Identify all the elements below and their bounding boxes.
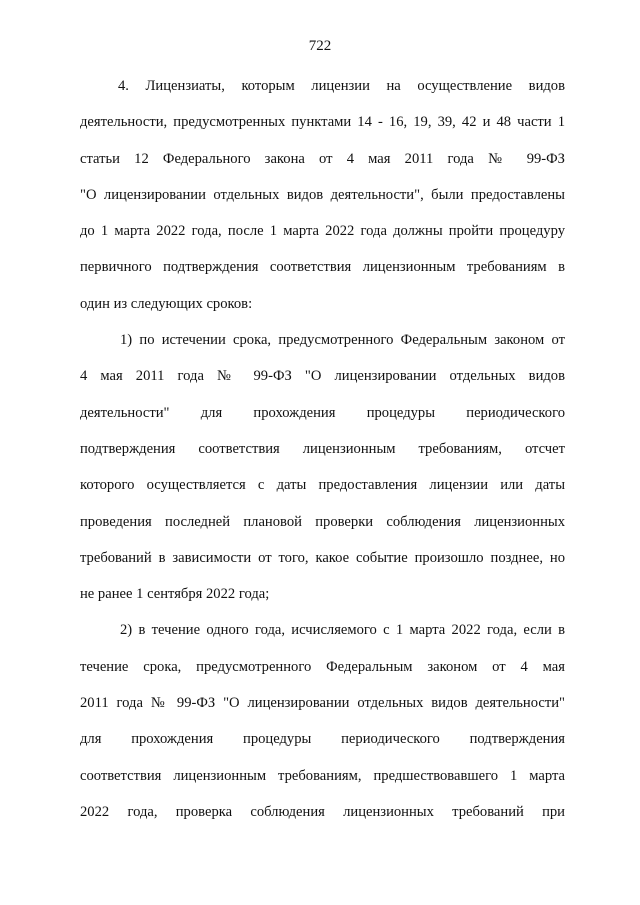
text-line: проведения последней плановой проверки соблюдения лицензионных bbox=[80, 513, 565, 530]
text-line: которого осуществляется с даты предоставления лицензии или даты bbox=[80, 477, 565, 494]
text-line: деятельности" для прохождения процедуры периодического bbox=[80, 404, 565, 421]
text-line: течение срока, предусмотренного Федеральным законом от 4 мая bbox=[80, 658, 565, 675]
text-line: подтверждения соответствия лицензионным требованиям, отсчет bbox=[80, 440, 565, 457]
text-line: первичного подтверждения соответствия лицензионным требованиям в bbox=[80, 259, 565, 276]
text-line: статьи 12 Федерального закона от 4 мая 2011 года № 99-ФЗ bbox=[80, 150, 565, 167]
text-line: 2) в течение одного года, исчисляемого с 1 марта 2022 года, если в bbox=[120, 622, 565, 639]
text-line: для прохождения процедуры периодического подтверждения bbox=[80, 731, 565, 748]
text-line: соответствия лицензионным требованиям, предшествовавшего 1 марта bbox=[80, 767, 565, 784]
text-line: 1) по истечении срока, предусмотренного Федеральным законом от bbox=[120, 332, 565, 349]
text-line: 4. Лицензиаты, которым лицензии на осуществление видов bbox=[118, 78, 565, 94]
document-body bbox=[80, 68, 565, 830]
text-line: не ранее 1 сентября 2022 года; bbox=[80, 586, 270, 603]
text-line: 2022 года, проверка соблюдения лицензионных требований при bbox=[80, 803, 565, 820]
page-number: 722 bbox=[308, 38, 332, 54]
text-line: требований в зависимости от того, какое событие произошло позднее, но bbox=[80, 549, 565, 566]
text-line: до 1 марта 2022 года, после 1 марта 2022 года должны пройти процедуру bbox=[80, 223, 565, 240]
text-line: деятельности, предусмотренных пунктами 14 - 16, 19, 39, 42 и 48 части 1 bbox=[80, 114, 565, 131]
text-line: 4 мая 2011 года № 99-ФЗ "О лицензировании отдельных видов bbox=[80, 368, 565, 385]
text-line: 2011 года № 99-ФЗ "О лицензировании отдельных видов деятельности" bbox=[80, 695, 565, 712]
text-line: "О лицензировании отдельных видов деятельности", были предоставлены bbox=[80, 186, 565, 203]
text-line: один из следующих сроков: bbox=[80, 295, 253, 312]
